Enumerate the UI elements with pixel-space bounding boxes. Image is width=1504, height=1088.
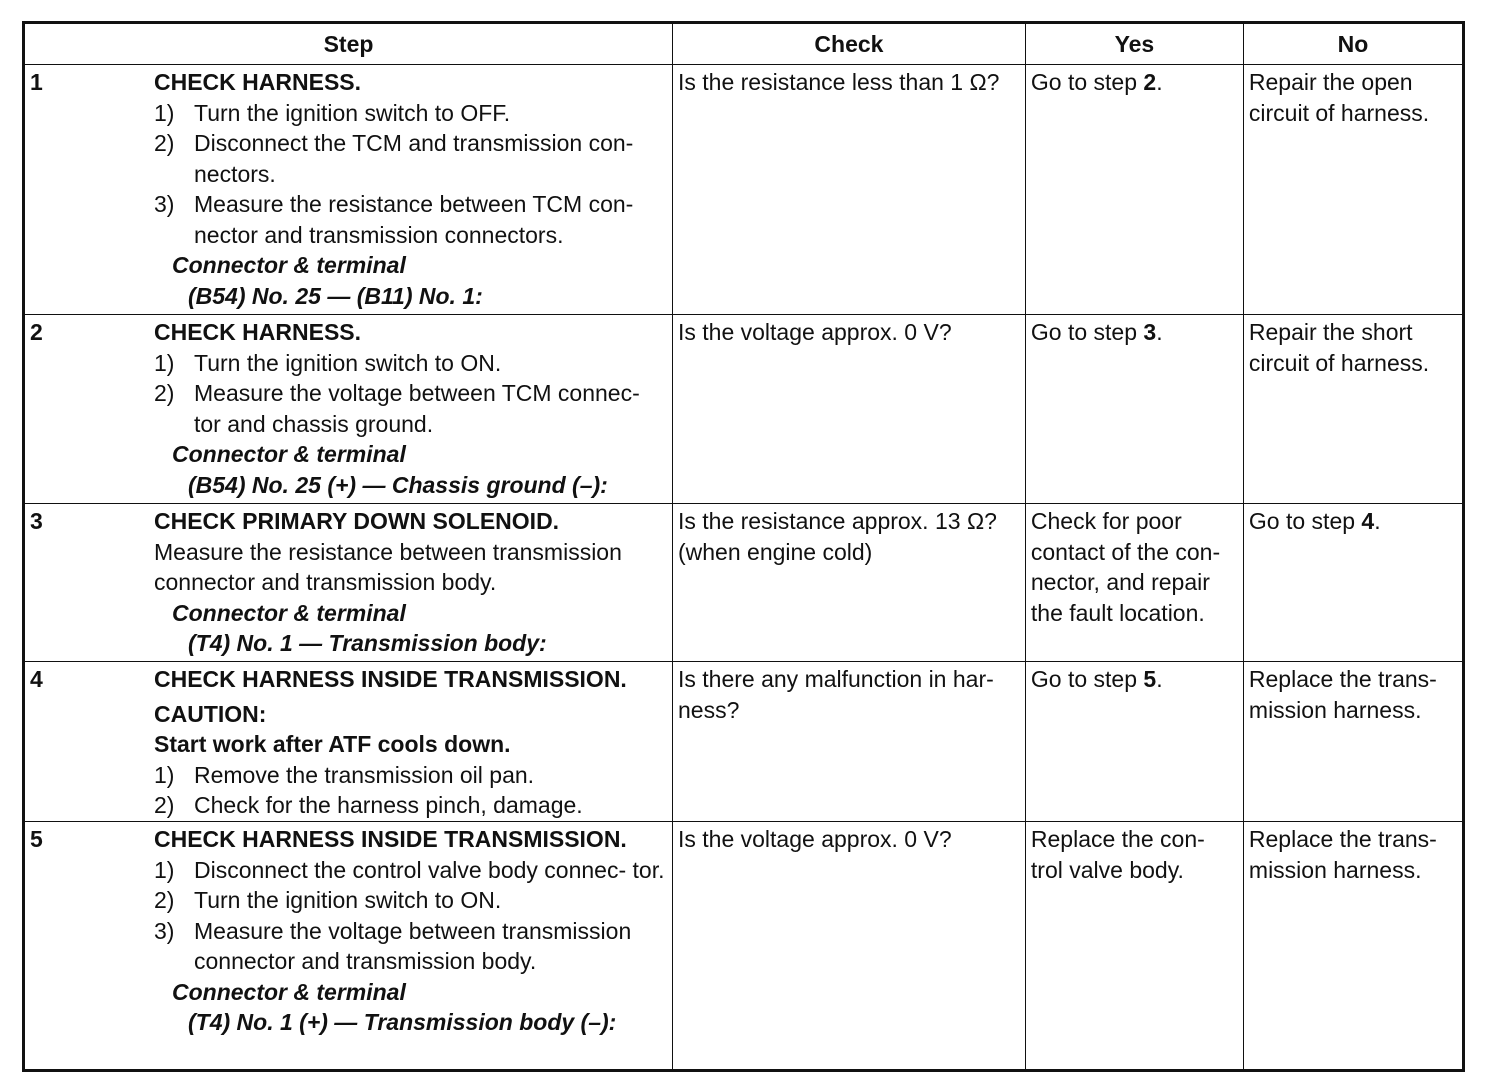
item-number: 1)	[154, 99, 175, 126]
step-number: 5	[30, 826, 43, 852]
item-number: 1)	[154, 761, 175, 788]
step-cell	[24, 504, 673, 662]
yes-suffix: .	[1156, 69, 1163, 95]
item-number: 2)	[154, 380, 175, 406]
yes-prefix: Go to step	[1030, 319, 1144, 345]
yes-prefix: Go to step	[1030, 666, 1144, 692]
connector-label: Connector & terminal	[172, 441, 406, 467]
item-text: Measure the voltage between TCM connec- tor and chassis ground.	[194, 380, 640, 437]
step-cell	[24, 65, 673, 315]
item-text: Turn the ignition switch to OFF.	[194, 99, 511, 126]
item-number: 3)	[154, 191, 175, 217]
list-item	[154, 378, 667, 439]
item-number: 1)	[154, 349, 175, 376]
check-cell: Is the resistance approx. 13 Ω? (when engine cold)	[673, 504, 1026, 662]
no-prefix: Go to step	[1248, 508, 1362, 534]
yes-step-ref: 2	[1143, 69, 1157, 95]
item-number: 2)	[154, 130, 175, 156]
list-item	[154, 189, 667, 250]
caution-text: Start work after ATF cools down.	[154, 731, 511, 757]
yes-cell: Replace the con- trol valve body.	[1025, 822, 1243, 1071]
list-item	[154, 348, 667, 379]
no-cell	[1243, 504, 1463, 662]
check-cell: Is there any malfunction in har- ness?	[673, 662, 1026, 822]
step-cell	[24, 315, 673, 504]
step-instruction: Measure the resistance between transmission connector and transmission body.	[154, 538, 622, 595]
item-text: Turn the ignition switch to ON.	[194, 887, 502, 913]
item-text: Measure the voltage between transmission connector and transmission body.	[194, 917, 632, 974]
item-text: Disconnect the control valve body connec- tor.	[194, 856, 665, 883]
no-cell: Replace the trans- mission harness.	[1243, 822, 1463, 1071]
check-cell: Is the resistance less than 1 Ω?	[673, 65, 1026, 315]
list-item	[154, 98, 667, 129]
step-cell	[24, 822, 673, 1071]
yes-step-ref: 3	[1143, 319, 1157, 345]
item-number: 3)	[154, 917, 175, 944]
no-cell: Replace the trans- mission harness.	[1243, 662, 1463, 822]
yes-cell	[1025, 662, 1243, 822]
connector-label: Connector & terminal	[172, 599, 406, 626]
table-row	[24, 504, 1464, 662]
step-number: 1	[30, 69, 43, 95]
no-step-ref: 4	[1361, 508, 1375, 534]
yes-suffix: .	[1156, 666, 1163, 692]
step-title: CHECK PRIMARY DOWN SOLENOID.	[154, 508, 560, 534]
yes-cell	[1025, 65, 1243, 315]
connector-value: (T4) No. 1 (+) — Transmission body (–):	[188, 1009, 617, 1035]
connector-value: (B54) No. 25 (+) — Chassis ground (–):	[188, 471, 608, 498]
list-item	[154, 760, 667, 791]
no-cell: Repair the short circuit of harness.	[1243, 315, 1463, 504]
list-item	[154, 916, 667, 977]
no-suffix: .	[1374, 508, 1381, 534]
list-item	[154, 128, 667, 189]
item-text: Turn the ignition switch to ON.	[194, 349, 502, 376]
step-number: 3	[30, 508, 43, 534]
connector-value: (T4) No. 1 — Transmission body:	[188, 630, 547, 656]
item-text: Remove the transmission oil pan.	[194, 761, 535, 788]
step-title: CHECK HARNESS.	[154, 69, 362, 95]
item-number: 2)	[154, 792, 175, 818]
table-header-row	[24, 23, 1464, 65]
step-title: CHECK HARNESS INSIDE TRANSMISSION.	[154, 826, 627, 852]
yes-cell	[1025, 315, 1243, 504]
connector-label: Connector & terminal	[172, 978, 406, 1005]
caution-label: CAUTION:	[154, 700, 267, 727]
step-title: CHECK HARNESS.	[154, 319, 362, 345]
yes-cell: Check for poor contact of the con- nector, and repair the fault location.	[1025, 504, 1243, 662]
item-text: Measure the resistance between TCM con- nector and transmission connectors.	[194, 191, 634, 248]
table-row	[24, 822, 1464, 1071]
connector-value: (B54) No. 25 — (B11) No. 1:	[188, 282, 483, 309]
item-number: 2)	[154, 887, 175, 913]
list-item	[154, 790, 667, 821]
table-row	[24, 315, 1464, 504]
step-number: 2	[30, 319, 43, 345]
list-item	[154, 855, 667, 886]
step-cell	[24, 662, 673, 822]
header-yes: Yes	[1025, 23, 1243, 65]
step-number: 4	[30, 666, 43, 692]
yes-suffix: .	[1156, 319, 1163, 345]
table-row	[24, 65, 1464, 315]
item-text: Disconnect the TCM and transmission con- nectors.	[194, 130, 634, 187]
check-cell: Is the voltage approx. 0 V?	[673, 315, 1026, 504]
connector-label: Connector & terminal	[172, 252, 406, 278]
no-cell: Repair the open circuit of harness.	[1243, 65, 1463, 315]
item-number: 1)	[154, 856, 175, 883]
table-row	[24, 662, 1464, 822]
diagnostic-table	[22, 21, 1465, 1072]
yes-step-ref: 5	[1143, 666, 1157, 692]
header-step: Step	[24, 23, 673, 65]
step-title: CHECK HARNESS INSIDE TRANSMISSION.	[154, 666, 627, 692]
check-cell: Is the voltage approx. 0 V?	[673, 822, 1026, 1071]
list-item	[154, 885, 667, 916]
header-check: Check	[673, 23, 1026, 65]
header-no: No	[1243, 23, 1463, 65]
yes-prefix: Go to step	[1030, 69, 1144, 95]
item-text: Check for the harness pinch, damage.	[194, 792, 583, 818]
